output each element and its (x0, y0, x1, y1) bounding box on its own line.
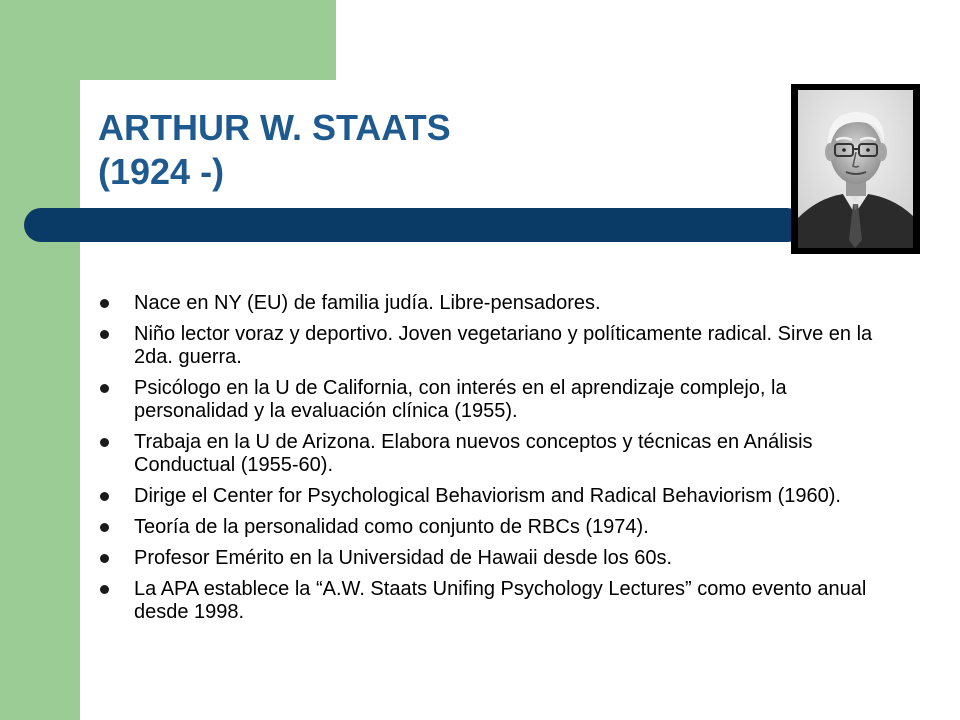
bullet-text: Dirige el Center for Psychological Behaviorism and Radical Behaviorism (1960). (134, 485, 841, 507)
bullet-dot-icon (100, 523, 109, 532)
bullet-text: Profesor Emérito en la Universidad de Hawaii desde los 60s. (134, 547, 673, 569)
bullet-item (100, 431, 900, 477)
bullet-item (100, 485, 900, 508)
bullet-item (100, 578, 900, 624)
bullet-text: Psicólogo en la U de California, con interés en el aprendizaje complejo, la personalidad y la evaluación clínica (1955). (134, 377, 787, 422)
bullet-text: Trabaja en la U de Arizona. Elabora nuevos conceptos y técnicas en Análisis Conductual (1955-60). (134, 431, 813, 476)
bullet-text: Teoría de la personalidad como conjunto de RBCs (1974). (134, 516, 649, 538)
title-name: ARTHUR W. STAATS (98, 107, 451, 148)
bullet-item (100, 377, 900, 423)
bullet-dot-icon (100, 492, 109, 501)
bullet-text: La APA establece la “A.W. Staats Unifing Psychology Lectures” como evento anual desde 1998. (134, 578, 867, 623)
bullet-dot-icon (100, 585, 109, 594)
green-top-band (0, 0, 336, 80)
bullet-dot-icon (100, 299, 109, 308)
bullet-text: Niño lector voraz y deportivo. Joven vegetariano y políticamente radical. Sirve en la 2da. guerra. (134, 323, 873, 368)
portrait-photo-frame (791, 84, 920, 254)
bullet-list (100, 292, 900, 632)
bullet-text: Nace en NY (EU) de familia judía. Libre-pensadores. (134, 292, 601, 314)
portrait-illustration (798, 90, 913, 248)
bullet-item (100, 547, 900, 570)
green-side-band (0, 0, 80, 720)
bullet-item (100, 323, 900, 369)
title-rule-bar (24, 208, 804, 242)
slide-title (98, 106, 758, 194)
bullet-item (100, 292, 900, 315)
bullet-dot-icon (100, 384, 109, 393)
bullet-dot-icon (100, 554, 109, 563)
bullet-dot-icon (100, 330, 109, 339)
portrait-photo (798, 90, 913, 248)
bullet-dot-icon (100, 438, 109, 447)
title-years: (1924 -) (98, 151, 225, 192)
bullet-item (100, 516, 900, 539)
